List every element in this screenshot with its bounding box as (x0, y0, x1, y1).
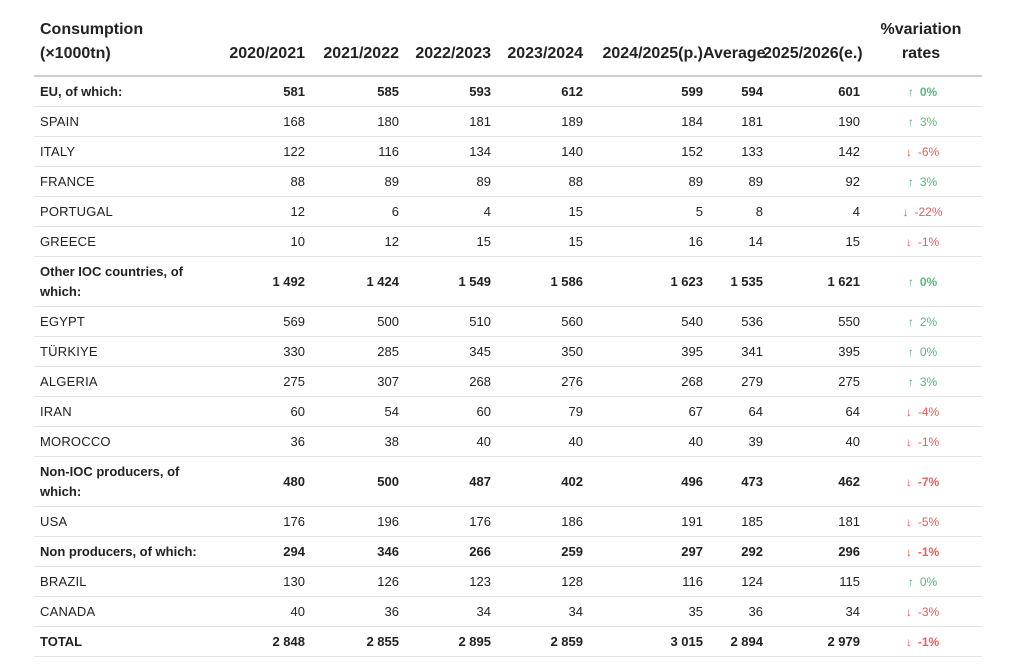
arrow-up-icon: ↑ (907, 84, 914, 99)
value-cell: 79 (491, 397, 583, 427)
value-cell: 64 (763, 397, 860, 427)
value-cell: 540 (583, 307, 703, 337)
value-cell: 184 (583, 107, 703, 137)
value-cell: 181 (763, 507, 860, 537)
row-label: ALGERIA (34, 367, 209, 397)
value-cell: 345 (399, 337, 491, 367)
table-row (34, 397, 982, 427)
variation-cell (860, 107, 982, 137)
table-row (34, 367, 982, 397)
value-cell: 88 (491, 167, 583, 197)
value-cell: 15 (763, 227, 860, 257)
value-cell: 64 (703, 397, 763, 427)
table-row-group (34, 627, 982, 657)
value-cell: 4 (763, 197, 860, 227)
arrow-down-icon: ↓ (905, 434, 912, 449)
value-cell: 1 535 (703, 257, 763, 307)
variation-cell (860, 537, 982, 567)
value-cell: 285 (305, 337, 399, 367)
value-cell: 15 (491, 227, 583, 257)
row-label: Non-IOC producers, of which: (34, 457, 209, 507)
table-row (34, 427, 982, 457)
value-cell: 12 (305, 227, 399, 257)
value-cell: 40 (491, 427, 583, 457)
value-cell: 40 (583, 427, 703, 457)
value-cell: 15 (491, 197, 583, 227)
table-row (34, 107, 982, 137)
row-label: CANADA (34, 597, 209, 627)
variation-percent: 3% (919, 114, 938, 129)
value-cell: 130 (209, 567, 305, 597)
value-cell: 88 (209, 167, 305, 197)
value-cell: 168 (209, 107, 305, 137)
value-cell: 279 (703, 367, 763, 397)
value-cell: 40 (763, 427, 860, 457)
header-2025-2026: 2025/2026(e.) (763, 18, 860, 76)
variation-cell (860, 507, 982, 537)
value-cell: 36 (305, 597, 399, 627)
value-cell: 185 (703, 507, 763, 537)
value-cell: 480 (209, 457, 305, 507)
header-variation (860, 18, 982, 76)
value-cell: 123 (399, 567, 491, 597)
value-cell: 34 (763, 597, 860, 627)
value-cell: 395 (583, 337, 703, 367)
variation-percent: -1% (917, 234, 940, 249)
value-cell: 191 (583, 507, 703, 537)
row-label: BRAZIL (34, 567, 209, 597)
table-row (34, 137, 982, 167)
value-cell: 126 (305, 567, 399, 597)
arrow-down-icon: ↓ (905, 404, 912, 419)
value-cell: 124 (703, 567, 763, 597)
value-cell: 60 (209, 397, 305, 427)
variation-percent: 0% (919, 84, 938, 99)
value-cell: 36 (209, 427, 305, 457)
table-row-group (34, 457, 982, 507)
variation-percent: 3% (919, 374, 938, 389)
arrow-down-icon: ↓ (905, 514, 912, 529)
variation-percent: 0% (919, 344, 938, 359)
row-label: FRANCE (34, 167, 209, 197)
value-cell: 142 (763, 137, 860, 167)
value-cell: 1 586 (491, 257, 583, 307)
value-cell: 34 (491, 597, 583, 627)
variation-cell (860, 137, 982, 167)
arrow-down-icon: ↓ (905, 544, 912, 559)
row-label: SPAIN (34, 107, 209, 137)
variation-cell (860, 427, 982, 457)
value-cell: 10 (209, 227, 305, 257)
row-label: MOROCCO (34, 427, 209, 457)
value-cell: 89 (703, 167, 763, 197)
arrow-up-icon: ↑ (907, 314, 914, 329)
variation-percent: -1% (917, 544, 940, 559)
value-cell: 601 (763, 76, 860, 107)
header-consumption-title: Consumption (40, 21, 144, 38)
value-cell: 116 (305, 137, 399, 167)
arrow-down-icon: ↓ (905, 474, 912, 489)
table-row (34, 507, 982, 537)
value-cell: 550 (763, 307, 860, 337)
variation-percent: -3% (917, 604, 940, 619)
table-row-group (34, 537, 982, 567)
arrow-down-icon: ↓ (902, 204, 909, 219)
value-cell: 54 (305, 397, 399, 427)
value-cell: 496 (583, 457, 703, 507)
header-2020-2021: 2020/2021 (209, 18, 305, 76)
row-label: EGYPT (34, 307, 209, 337)
value-cell: 89 (583, 167, 703, 197)
table-row (34, 337, 982, 367)
value-cell: 292 (703, 537, 763, 567)
value-cell: 593 (399, 76, 491, 107)
value-cell: 36 (703, 597, 763, 627)
value-cell: 186 (491, 507, 583, 537)
variation-percent: -22% (914, 204, 943, 219)
variation-percent: -5% (917, 514, 940, 529)
value-cell: 395 (763, 337, 860, 367)
value-cell: 487 (399, 457, 491, 507)
value-cell: 176 (399, 507, 491, 537)
table-row (34, 567, 982, 597)
table-body (34, 76, 982, 657)
variation-cell (860, 397, 982, 427)
value-cell: 190 (763, 107, 860, 137)
value-cell: 181 (399, 107, 491, 137)
variation-percent: 2% (919, 314, 938, 329)
value-cell: 294 (209, 537, 305, 567)
header-row (34, 18, 982, 76)
variation-cell (860, 597, 982, 627)
row-label: TOTAL (34, 627, 209, 657)
header-2021-2022: 2021/2022 (305, 18, 399, 76)
value-cell: 500 (305, 457, 399, 507)
value-cell: 585 (305, 76, 399, 107)
value-cell: 341 (703, 337, 763, 367)
table-row (34, 197, 982, 227)
value-cell: 2 855 (305, 627, 399, 657)
value-cell: 473 (703, 457, 763, 507)
value-cell: 268 (583, 367, 703, 397)
value-cell: 569 (209, 307, 305, 337)
variation-percent: -4% (917, 404, 940, 419)
header-2024-2025: 2024/2025(p.) (583, 18, 703, 76)
value-cell: 34 (399, 597, 491, 627)
value-cell: 275 (763, 367, 860, 397)
value-cell: 1 549 (399, 257, 491, 307)
value-cell: 1 492 (209, 257, 305, 307)
value-cell: 116 (583, 567, 703, 597)
value-cell: 1 621 (763, 257, 860, 307)
value-cell: 268 (399, 367, 491, 397)
row-label: TÜRKIYE (34, 337, 209, 367)
row-label: EU, of which: (34, 76, 209, 107)
value-cell: 536 (703, 307, 763, 337)
arrow-down-icon: ↓ (905, 144, 912, 159)
value-cell: 462 (763, 457, 860, 507)
value-cell: 89 (399, 167, 491, 197)
variation-percent: -7% (917, 474, 940, 489)
value-cell: 296 (763, 537, 860, 567)
value-cell: 2 859 (491, 627, 583, 657)
value-cell: 8 (703, 197, 763, 227)
value-cell: 134 (399, 137, 491, 167)
header-variation-title: %variation (880, 21, 962, 38)
table-row (34, 597, 982, 627)
value-cell: 6 (305, 197, 399, 227)
header-consumption-unit: (×1000tn) (40, 45, 111, 62)
value-cell: 35 (583, 597, 703, 627)
variation-cell (860, 257, 982, 307)
row-label: GREECE (34, 227, 209, 257)
value-cell: 67 (583, 397, 703, 427)
value-cell: 2 979 (763, 627, 860, 657)
value-cell: 1 424 (305, 257, 399, 307)
arrow-down-icon: ↓ (905, 634, 912, 649)
value-cell: 4 (399, 197, 491, 227)
variation-cell (860, 337, 982, 367)
row-label: PORTUGAL (34, 197, 209, 227)
value-cell: 297 (583, 537, 703, 567)
table-row (34, 227, 982, 257)
value-cell: 16 (583, 227, 703, 257)
header-variation-unit: rates (901, 45, 941, 62)
value-cell: 599 (583, 76, 703, 107)
value-cell: 275 (209, 367, 305, 397)
value-cell: 560 (491, 307, 583, 337)
variation-percent: 0% (919, 274, 938, 289)
value-cell: 346 (305, 537, 399, 567)
arrow-down-icon: ↓ (905, 234, 912, 249)
row-label: IRAN (34, 397, 209, 427)
value-cell: 2 894 (703, 627, 763, 657)
value-cell: 133 (703, 137, 763, 167)
table-row (34, 167, 982, 197)
value-cell: 152 (583, 137, 703, 167)
header-2023-2024: 2023/2024 (491, 18, 583, 76)
value-cell: 196 (305, 507, 399, 537)
value-cell: 60 (399, 397, 491, 427)
value-cell: 594 (703, 76, 763, 107)
value-cell: 510 (399, 307, 491, 337)
arrow-up-icon: ↑ (907, 274, 914, 289)
header-average: Average (703, 18, 763, 76)
row-label: Non producers, of which: (34, 537, 209, 567)
row-label: Other IOC countries, of which: (34, 257, 209, 307)
value-cell: 40 (399, 427, 491, 457)
value-cell: 38 (305, 427, 399, 457)
value-cell: 180 (305, 107, 399, 137)
variation-cell (860, 227, 982, 257)
value-cell: 330 (209, 337, 305, 367)
value-cell: 259 (491, 537, 583, 567)
value-cell: 92 (763, 167, 860, 197)
value-cell: 122 (209, 137, 305, 167)
variation-cell (860, 627, 982, 657)
value-cell: 307 (305, 367, 399, 397)
value-cell: 3 015 (583, 627, 703, 657)
value-cell: 612 (491, 76, 583, 107)
variation-cell (860, 167, 982, 197)
value-cell: 581 (209, 76, 305, 107)
variation-percent: -1% (917, 434, 940, 449)
value-cell: 115 (763, 567, 860, 597)
value-cell: 2 895 (399, 627, 491, 657)
value-cell: 181 (703, 107, 763, 137)
consumption-table (34, 18, 982, 657)
value-cell: 266 (399, 537, 491, 567)
variation-cell (860, 457, 982, 507)
table-header (34, 18, 982, 76)
header-2022-2023: 2022/2023 (399, 18, 491, 76)
table-row-group (34, 76, 982, 107)
arrow-up-icon: ↑ (907, 344, 914, 359)
variation-percent: -1% (917, 634, 940, 649)
value-cell: 12 (209, 197, 305, 227)
arrow-up-icon: ↑ (907, 374, 914, 389)
table-row-group (34, 257, 982, 307)
value-cell: 276 (491, 367, 583, 397)
value-cell: 89 (305, 167, 399, 197)
table-row (34, 307, 982, 337)
variation-cell (860, 197, 982, 227)
arrow-down-icon: ↓ (905, 604, 912, 619)
value-cell: 39 (703, 427, 763, 457)
value-cell: 128 (491, 567, 583, 597)
value-cell: 5 (583, 197, 703, 227)
arrow-up-icon: ↑ (907, 574, 914, 589)
value-cell: 40 (209, 597, 305, 627)
row-label: USA (34, 507, 209, 537)
value-cell: 402 (491, 457, 583, 507)
row-label: ITALY (34, 137, 209, 167)
value-cell: 176 (209, 507, 305, 537)
value-cell: 1 623 (583, 257, 703, 307)
value-cell: 500 (305, 307, 399, 337)
arrow-up-icon: ↑ (907, 114, 914, 129)
value-cell: 15 (399, 227, 491, 257)
value-cell: 189 (491, 107, 583, 137)
header-consumption (34, 18, 209, 76)
value-cell: 14 (703, 227, 763, 257)
variation-percent: -6% (917, 144, 940, 159)
variation-percent: 3% (919, 174, 938, 189)
variation-cell (860, 367, 982, 397)
variation-percent: 0% (919, 574, 938, 589)
value-cell: 350 (491, 337, 583, 367)
variation-cell (860, 307, 982, 337)
arrow-up-icon: ↑ (907, 174, 914, 189)
variation-cell (860, 76, 982, 107)
value-cell: 140 (491, 137, 583, 167)
value-cell: 2 848 (209, 627, 305, 657)
variation-cell (860, 567, 982, 597)
